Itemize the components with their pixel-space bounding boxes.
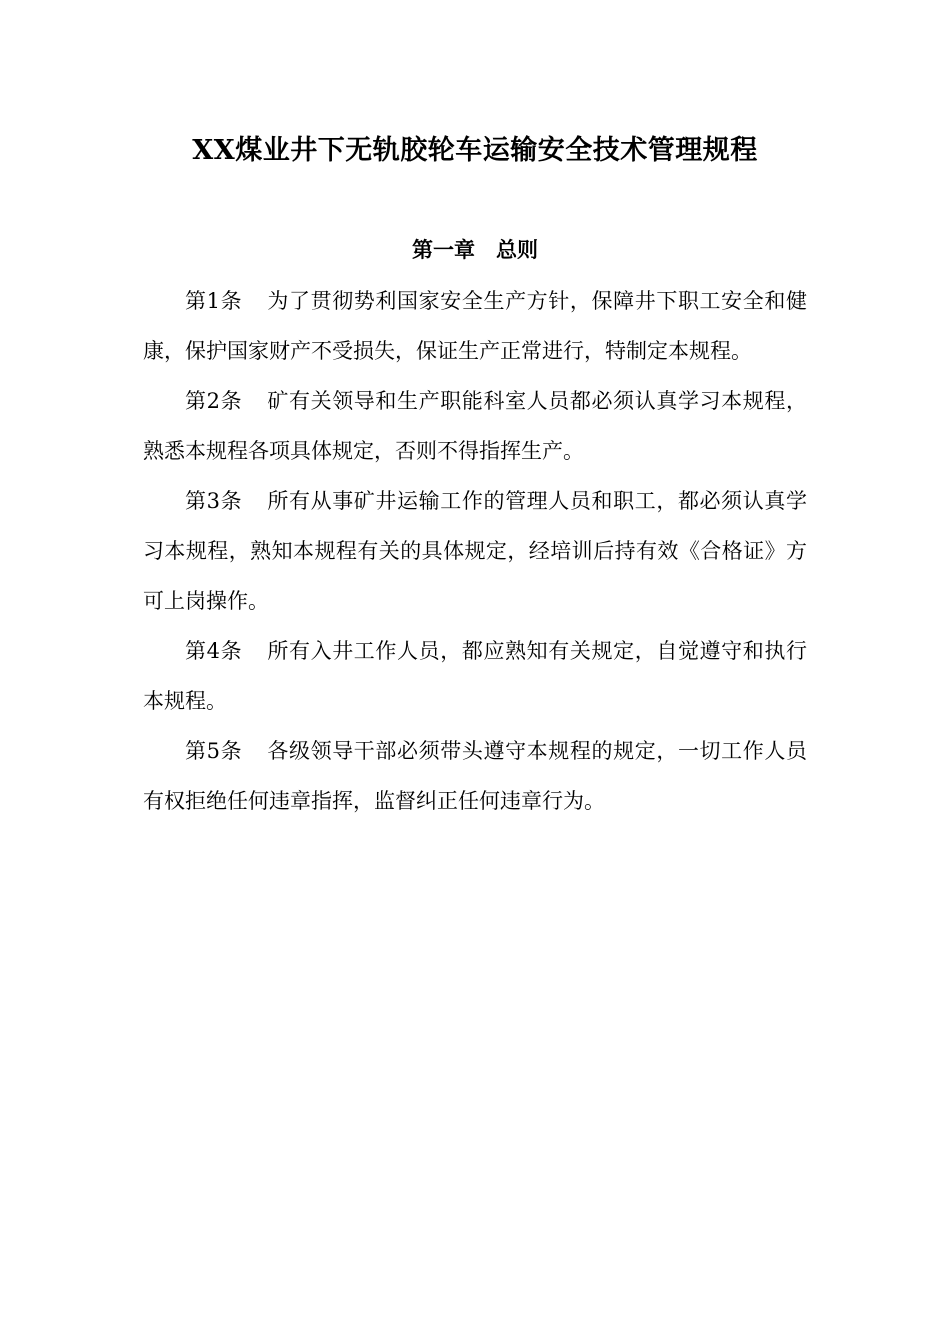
article-2 [143,376,807,476]
article-3 [143,476,807,626]
article-text: 矿有关领导和生产职能科室人员都必须认真学习本规程，熟悉本规程各项具体规定，否则不得指挥生产。 [143,389,807,463]
article-5 [143,726,807,826]
article-number: 第2条 [185,389,243,413]
article-text: 所有从事矿井运输工作的管理人员和职工，都必须认真学习本规程，熟知本规程有关的具体规定，经培训后持有效《合格证》方可上岗操作。 [143,489,807,613]
article-4 [143,626,807,726]
article-number: 第5条 [185,739,243,763]
article-number: 第4条 [185,639,243,663]
article-text: 所有入井工作人员，都应熟知有关规定，自觉遵守和执行本规程。 [143,639,807,713]
article-1 [143,276,807,376]
article-number: 第3条 [185,489,243,513]
chapter-heading: 第一章 总则 [412,237,538,262]
article-text: 为了贯彻势利国家安全生产方针，保障井下职工安全和健康，保护国家财产不受损失，保证生产正常进行，特制定本规程。 [143,289,807,363]
document-title: XX煤业井下无轨胶轮车运输安全技术管理规程 [192,135,758,166]
article-list [143,276,807,826]
article-number: 第1条 [185,289,243,313]
article-text: 各级领导干部必须带头遵守本规程的规定，一切工作人员有权拒绝任何违章指挥，监督纠正任何违章行为。 [143,739,807,813]
